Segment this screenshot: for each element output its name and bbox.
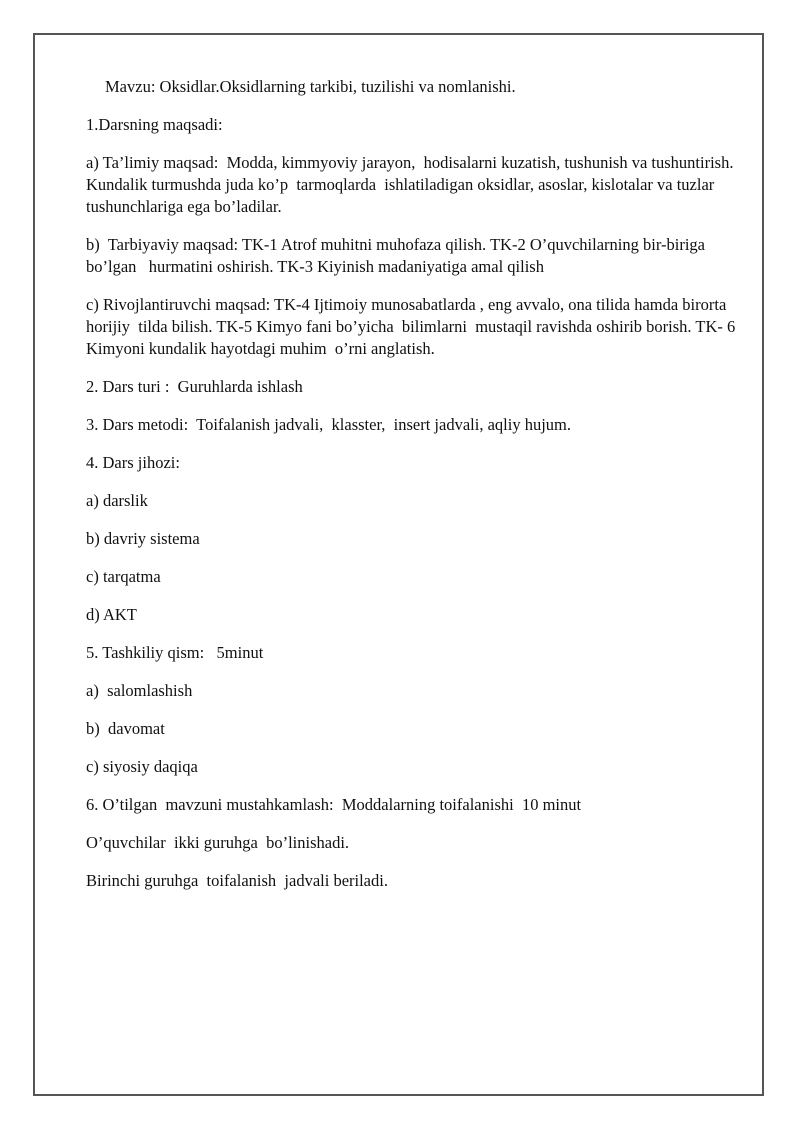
goal-developmental: c) Rivojlantiruvchi maqsad: TK-4 Ijtimoiy munosabatlarda , eng avvalo, ona tilida hamda birorta horijiy tilda bilish. TK-5 Kimyo fani bo’yicha bilimlarni mustaqil ravishda oshirib borish. TK- 6 Kimyoni kundalik hayotdagi muhim o’rni anglatish. <box>86 295 744 358</box>
document-body <box>86 76 746 908</box>
organizational-item: c) siyosiy daqiqa <box>86 757 198 776</box>
organizational-item: a) salomlashish <box>86 681 193 700</box>
equipment-item: b) davriy sistema <box>86 529 200 548</box>
equipment-item: d) AKT <box>86 605 137 624</box>
body-paragraph: Birinchi guruhga toifalanish jadvali beriladi. <box>86 871 388 890</box>
lesson-topic: Mavzu: Oksidlar.Oksidlarning tarkibi, tuzilishi va nomlanishi. <box>105 77 516 96</box>
organizational-part-heading: 5. Tashkiliy qism: 5minut <box>86 643 264 662</box>
equipment-item: c) tarqatma <box>86 567 161 586</box>
equipment-item: a) darslik <box>86 491 148 510</box>
lesson-method: 3. Dars metodi: Toifalanish jadvali, klasster, insert jadvali, aqliy hujum. <box>86 415 571 434</box>
review-section-heading: 6. O’tilgan mavzuni mustahkamlash: Moddalarning toifalanishi 10 minut <box>86 795 582 814</box>
lesson-equipment-heading: 4. Dars jihozi: <box>86 453 180 472</box>
organizational-item: b) davomat <box>86 719 165 738</box>
goal-educational: a) Ta’limiy maqsad: Modda, kimmyoviy jarayon, hodisalarni kuzatish, tushunish va tushuntirish. Kundalik turmushda juda ko’p tarmoqlarda ishlatiladigan oksidlar, asoslar, kislotalar va tuzlar tushunchlariga ega bo’ladilar. <box>86 153 738 216</box>
lesson-type: 2. Dars turi : Guruhlarda ishlash <box>86 377 303 396</box>
body-paragraph: O’quvchilar ikki guruhga bo’linishadi. <box>86 833 350 852</box>
goal-upbringing: b) Tarbiyaviy maqsad: TK-1 Atrof muhitni muhofaza qilish. TK-2 O’quvchilarning bir-biriga bo’lgan hurmatini oshirish. TK-3 Kiyinish madaniyatiga amal qilish <box>86 235 710 276</box>
section-lesson-goals: 1.Darsning maqsadi: <box>86 115 223 134</box>
